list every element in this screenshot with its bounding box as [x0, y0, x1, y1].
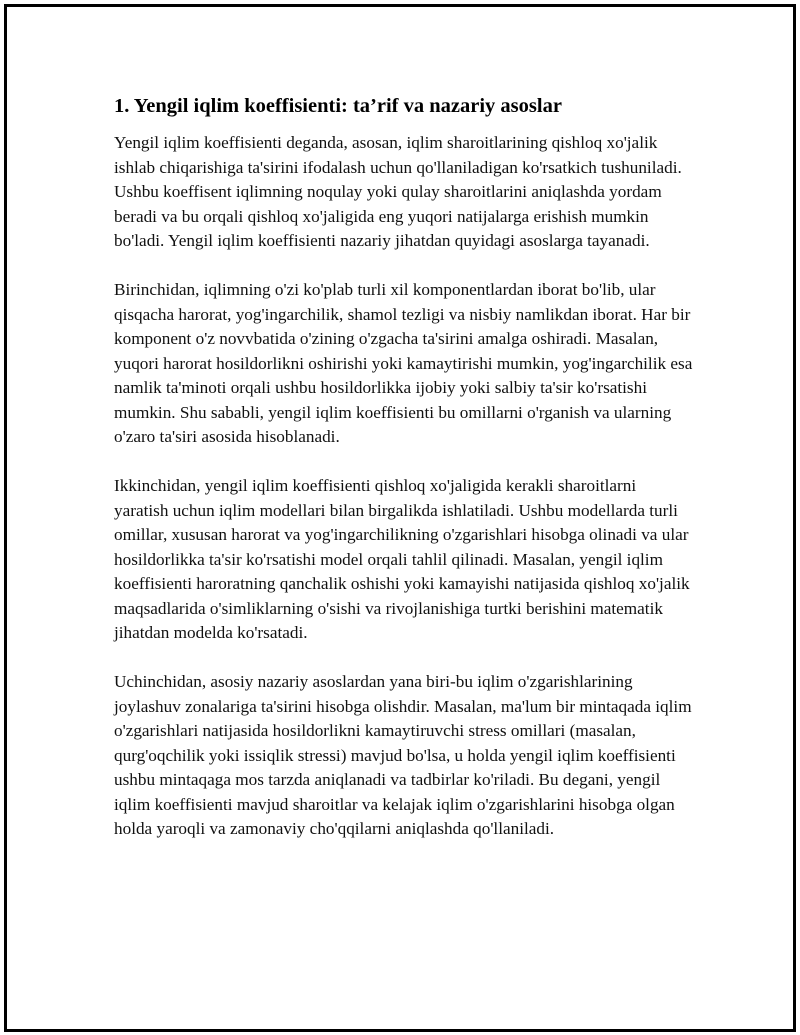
paragraph-second-point: Ikkinchidan, yengil iqlim koeffisienti qishloq xo'jaligida kerakli sharoitlarni yaratish uchun iqlim modellari bilan birgalikda ishlatiladi. Ushbu modellarda turli omillar, xususan harorat va yog'ingarchilikning o'zgarishlari hisobga olinadi va ular hosildorlikka ta'sir ko'rsatishi model orqali tahlil qilinadi. Masalan, yengil iqlim koeffisienti haroratning qanchalik oshishi yoki kamayishi natijasida qishloq xo'jalik maqsadlarida o'simliklarning o'sishi va rivojlanishiga turtki berishini matematik jihatdan modelda ko'rsatadi.: [114, 476, 690, 642]
section-heading: 1. Yengil iqlim koeffisienti: ta’rif va nazariy asoslar: [114, 95, 562, 117]
paragraph-first-point: Birinchidan, iqlimning o'zi ko'plab turli xil komponentlardan iborat bo'lib, ular qisqacha harorat, yog'ingarchilik, shamol tezligi va nisbiy namlikdan iborat. Har bir komponent o'z novvbatida o'zining o'zgacha ta'sirini amalga oshiradi. Masalan, yuqori harorat hosildorlikni oshirishi yoki kamaytirishi mumkin, yog'ingarchilik esa namlik ta'minoti orqali ushbu hosildorlikka ijobiy yoki salbiy ta'sir ko'rsatishi mumkin. Shu sababli, yengil iqlim koeffisienti bu omillarni o'rganish va ularning o'zaro ta'siri asosida hisoblanadi.: [114, 280, 693, 446]
paragraph-third-point: Uchinchidan, asosiy nazariy asoslardan yana biri-bu iqlim o'zgarishlarining joylashuv zonalariga ta'sirini hisobga olishdir. Masalan, ma'lum bir mintaqada iqlim o'zgarishlari natijasida hosildorlikni kamaytiruvchi stress omillari (masalan, qurg'oqchilik yoki issiqlik stressi) mavjud bo'lsa, u holda yengil iqlim koeffisienti ushbu mintaqaga mos tarzda aniqlanadi va tadbirlar ko'riladi. Bu degani, yengil iqlim koeffisienti mavjud sharoitlar va kelajak iqlim o'zgarishlarini hisobga olgan holda yaroqli va zamonaviy cho'qqilarni aniqlashda qo'llaniladi.: [114, 672, 692, 838]
document-body: [114, 92, 694, 842]
paragraph-definition: Yengil iqlim koeffisienti deganda, asosan, iqlim sharoitlarining qishloq xo'jalik ishlab chiqarishiga ta'sirini ifodalash uchun qo'llaniladigan ko'rsatkich tushuniladi. Ushbu koeffisent iqlimning noqulay yoki qulay sharoitlarini aniqlashda yordam beradi va bu orqali qishloq xo'jaligida eng yuqori natijalarga erishish mumkin bo'ladi. Yengil iqlim koeffisienti nazariy jihatdan quyidagi asoslarga tayanadi.: [114, 133, 682, 250]
